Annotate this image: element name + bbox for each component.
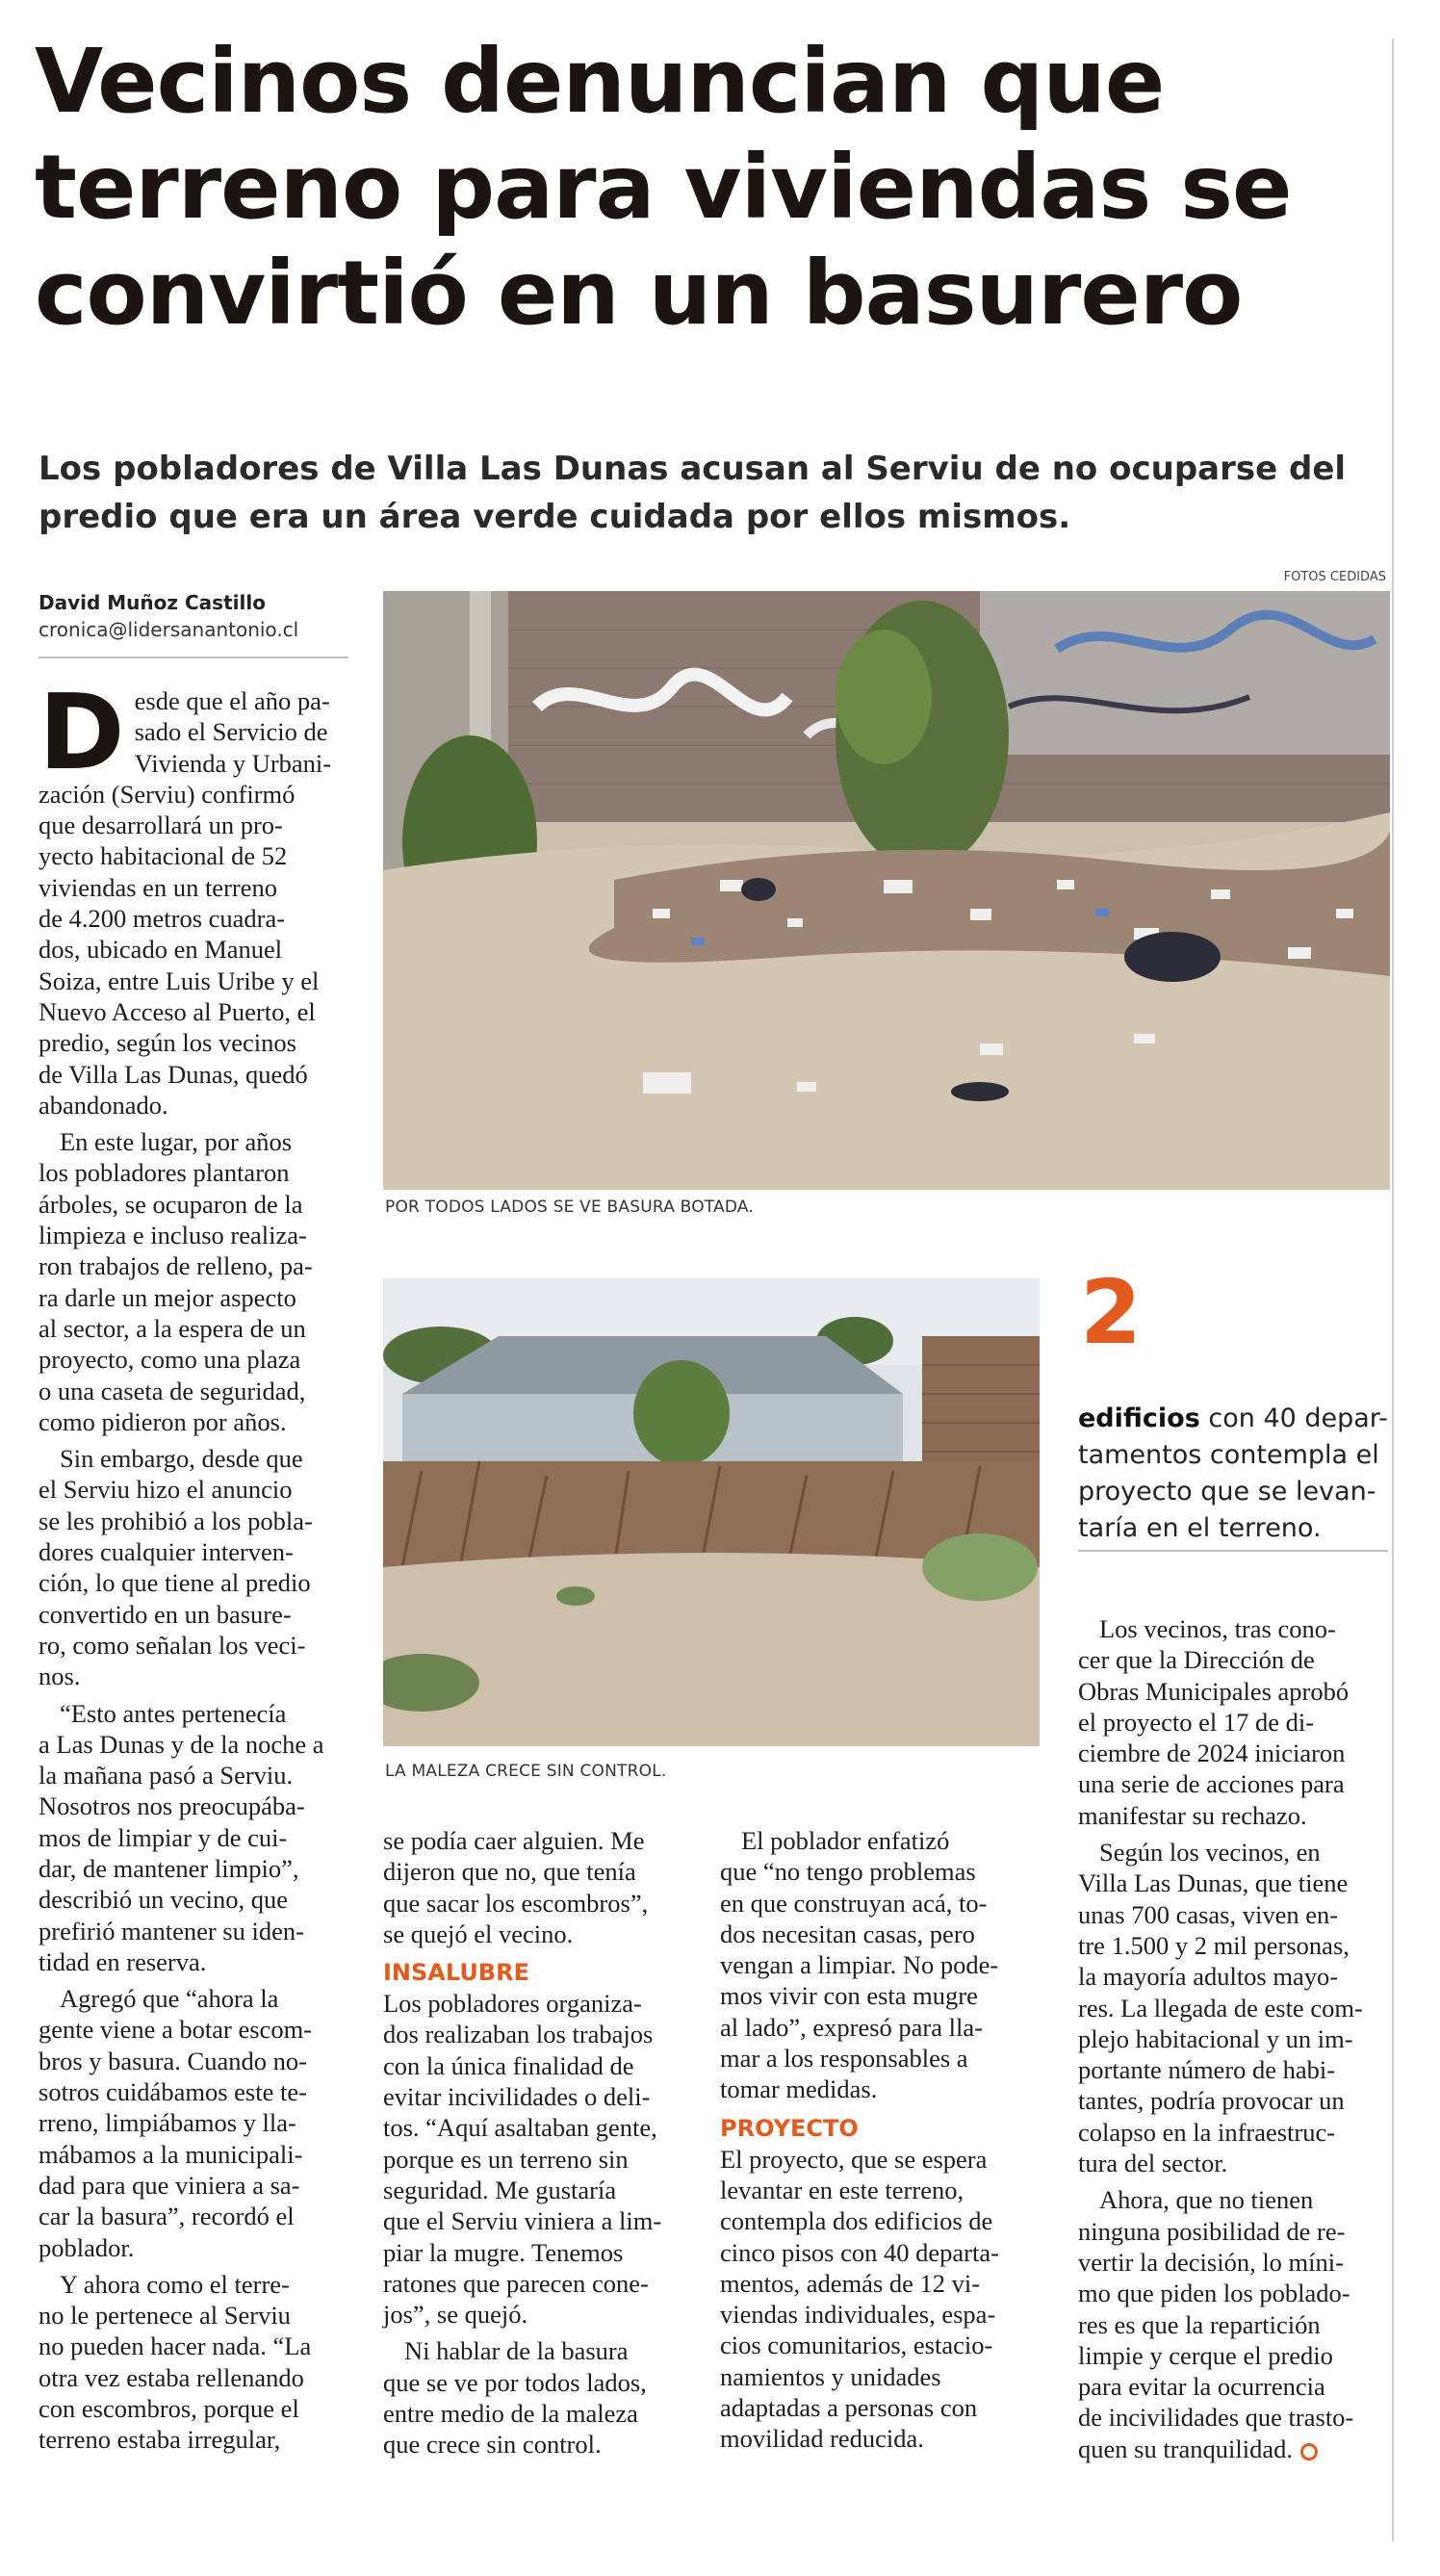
body-text-line: con escombros, porque el xyxy=(39,2394,299,2424)
body-text-line: con la única finalidad de xyxy=(383,2050,634,2080)
body-text-line: yecto habitacional de 52 xyxy=(39,841,288,871)
body-text-line: seguridad. Me gustaría xyxy=(383,2175,617,2204)
body-column-4 xyxy=(1078,1613,1396,2464)
body-text-line: plejo habitacional y un im- xyxy=(1078,2023,1353,2053)
body-text-line: mábamos a la municipali- xyxy=(39,2139,303,2169)
body-text-line: al sector, a la espera de un xyxy=(39,1313,306,1343)
photo-trash-lot xyxy=(383,591,1390,1190)
headline-line: convirtió en un basurero xyxy=(35,242,1243,345)
body-text-line: Los pobladores organiza- xyxy=(383,1989,642,2019)
subheadline xyxy=(39,445,1367,541)
body-text-line: manifestar su rechazo. xyxy=(1078,1800,1307,1830)
body-text-line: que desarrollará un pro- xyxy=(39,811,283,840)
body-text-line: convertido en un basure- xyxy=(39,1599,292,1629)
body-text-line: ra darle un mejor aspecto xyxy=(39,1282,296,1312)
body-text-line: la mayoría adultos mayo- xyxy=(1078,1962,1339,1992)
stat-bold: edificios xyxy=(1078,1404,1200,1433)
body-text-line: Y ahora como el terre- xyxy=(60,2269,290,2299)
body-text-line: El proyecto, que se espera xyxy=(720,2144,988,2174)
body-text-line: poblador. xyxy=(39,2232,135,2262)
body-text-line: se podía caer alguien. Me xyxy=(383,1826,645,1855)
body-text-line: abandonado. xyxy=(39,1090,168,1120)
author-byline xyxy=(39,589,347,643)
body-text-line: Agregó que “ahora la xyxy=(60,1984,279,2014)
body-text-line: viendas individuales, espa- xyxy=(720,2300,996,2330)
body-text-line: cer que la Dirección de xyxy=(1078,1645,1315,1675)
author-name: David Muñoz Castillo xyxy=(39,591,266,614)
body-text-line: al lado”, expresó para lla- xyxy=(720,2012,983,2042)
body-text-line: dijeron que no, que tenía xyxy=(383,1857,636,1887)
body-text-line: viviendas en un terreno xyxy=(39,872,277,902)
body-text-line: Nuevo Acceso al Puerto, el xyxy=(39,996,316,1026)
body-text-line: piar la mugre. Tenemos xyxy=(383,2237,624,2267)
body-text-line: tre 1.500 y 2 mil personas, xyxy=(1078,1930,1350,1960)
subheadline-line: Los pobladores de Villa Las Dunas acusan al Serviu de no ocuparse del xyxy=(39,450,1347,488)
body-text-line: unas 700 casas, viven en- xyxy=(1078,1899,1339,1929)
body-text-line: cios comunitarios, estacio- xyxy=(720,2331,993,2360)
photo-caption-trash: POR TODOS LADOS SE VE BASURA BOTADA. xyxy=(385,1198,754,1217)
body-text-line: quen su tranquilidad. xyxy=(1078,2434,1293,2463)
body-text-line: no le pertenece al Serviu xyxy=(39,2301,291,2331)
body-text-line: portante número de habi- xyxy=(1078,2055,1336,2085)
body-text-line: cinco pisos con 40 departa- xyxy=(720,2237,999,2267)
body-text-line: Obras Municipales aprobó xyxy=(1078,1676,1350,1706)
body-text-line: prefirió mantener su iden- xyxy=(39,1916,304,1945)
photo-weeds xyxy=(383,1278,1040,1746)
body-text-line: de 4.200 metros cuadra- xyxy=(39,904,286,934)
body-text-line: sotros cuidábamos este te- xyxy=(39,2077,307,2107)
stat-line: proyecto que se levan- xyxy=(1078,1477,1376,1507)
body-text-line: res es que la repartición xyxy=(1078,2309,1321,2339)
body-text-line: que sacar los escombros”, xyxy=(383,1888,649,1918)
body-text-line: namientos y unidades xyxy=(720,2361,941,2391)
stat-line: con 40 depar- xyxy=(1199,1404,1388,1433)
subheadline-line: predio que era un área verde cuidada por ellos mismos. xyxy=(39,498,1071,536)
body-text-line: tos. “Aquí asaltaban gente, xyxy=(383,2113,657,2143)
body-text-line: esde que el año pa- xyxy=(134,686,330,715)
body-text-line: res. La llegada de este com- xyxy=(1078,1993,1363,2022)
body-text-line: no pueden hacer nada. “La xyxy=(39,2331,312,2361)
body-text-line: ciembre de 2024 iniciaron xyxy=(1078,1739,1346,1768)
body-text-line: mos de limpiar y de cui- xyxy=(39,1822,288,1852)
body-text-line: adaptadas a personas con xyxy=(720,2393,978,2423)
body-text-line: vertir la decisión, lo míni- xyxy=(1078,2247,1344,2277)
stat-line: taría en el terreno. xyxy=(1078,1513,1322,1543)
body-text-line: una serie de acciones para xyxy=(1078,1769,1345,1799)
body-text-line: como pidieron por años. xyxy=(39,1406,287,1436)
body-text-line: se quejó el vecino. xyxy=(383,1919,574,1948)
body-text-line: entre medio de la maleza xyxy=(383,2399,638,2429)
headline xyxy=(35,29,1401,347)
author-email: cronica@lidersanantonio.cl xyxy=(39,618,299,641)
section-heading-proyecto: PROYECTO xyxy=(720,2114,859,2142)
body-text-line: Soiza, entre Luis Uribe y el xyxy=(39,966,320,995)
body-text-line: los pobladores plantaron xyxy=(39,1158,290,1188)
body-text-line: sado el Servicio de xyxy=(134,717,328,747)
body-text-line: Según los vecinos, en xyxy=(1099,1838,1321,1868)
body-text-line: bros y basura. Cuando no- xyxy=(39,2046,307,2075)
body-text-line: mos vivir con esta mugre xyxy=(720,1981,978,2011)
body-text-line: Nosotros nos preocupába- xyxy=(39,1791,305,1821)
body-text-line: que crece sin control. xyxy=(383,2430,602,2460)
body-text-line: “Esto antes pertenecía xyxy=(60,1698,287,1728)
photo-credit: FOTOS CEDIDAS xyxy=(1283,570,1386,584)
photo-caption-weeds: LA MALEZA CRECE SIN CONTROL. xyxy=(385,1762,667,1781)
body-text-line: tura del sector. xyxy=(1078,2149,1228,2178)
body-text-line: levantar en este terreno, xyxy=(720,2175,964,2204)
body-text-line: la mañana pasó a Serviu. xyxy=(39,1761,294,1790)
body-text-line: que “no tengo problemas xyxy=(720,1857,976,1887)
body-text-line: de incivilidades que trasto- xyxy=(1078,2403,1354,2433)
drop-cap: D xyxy=(39,673,125,793)
body-text-line: mar a los responsables a xyxy=(720,2044,968,2074)
body-text-line: dos, ubicado en Manuel xyxy=(39,935,283,965)
body-text-line: ninguna posibilidad de re- xyxy=(1078,2216,1346,2246)
body-text-line: tidad en reserva. xyxy=(39,1946,207,1976)
body-text-line: dad para que viniera a sa- xyxy=(39,2170,300,2200)
body-text-line: ratones que parecen cone- xyxy=(383,2268,649,2298)
stat-divider xyxy=(1078,1550,1388,1552)
body-text-line: tomar medidas. xyxy=(720,2074,878,2104)
body-text-line: dores cualquier interven- xyxy=(39,1537,294,1567)
byline-divider xyxy=(39,657,348,658)
body-text-line: Sin embargo, desde que xyxy=(60,1444,303,1474)
section-heading-insalubre: INSALUBRE xyxy=(383,1959,529,1987)
body-text-line: ron trabajos de relleno, pa- xyxy=(39,1251,313,1281)
body-text-line: gente viene a botar escom- xyxy=(39,2015,313,2045)
body-text-line: vengan a limpiar. No pode- xyxy=(720,1950,999,1980)
body-text-line: Ni hablar de la basura xyxy=(404,2336,629,2366)
body-text-line: predio, según los vecinos xyxy=(39,1028,296,1058)
body-text-line: describió un vecino, que xyxy=(39,1885,289,1915)
headline-line: Vecinos denuncian que xyxy=(35,30,1165,133)
body-text-line: árboles, se ocuparon de la xyxy=(39,1189,303,1219)
body-text-line: limpieza e incluso realiza- xyxy=(39,1221,307,1250)
body-text-line: evitar incivilidades o deli- xyxy=(383,2082,651,2112)
body-text-line: dos necesitan casas, pero xyxy=(720,1919,975,1948)
body-text-line: mo que piden los poblado- xyxy=(1078,2279,1350,2308)
body-text-line: para evitar la ocurrencia xyxy=(1078,2372,1325,2402)
stat-description xyxy=(1078,1401,1386,1547)
body-text-line: o una caseta de seguridad, xyxy=(39,1376,306,1405)
body-text-line: se les prohibió a los pobla- xyxy=(39,1506,313,1535)
body-text-line: movilidad reducida. xyxy=(720,2424,924,2454)
body-text-line: colapso en la infraestruc- xyxy=(1078,2117,1336,2147)
body-text-line: El poblador enfatizó xyxy=(741,1826,950,1855)
stat-line: tamentos contempla el xyxy=(1078,1440,1379,1470)
body-text-line: tantes, podría provocar un xyxy=(1078,2086,1345,2116)
headline-line: terreno para viviendas se xyxy=(35,136,1292,239)
body-column-3 xyxy=(720,1825,1038,2455)
body-text-line: limpie y cerque el predio xyxy=(1078,2340,1333,2370)
body-text-line: de Villa Las Dunas, quedó xyxy=(39,1059,308,1089)
body-text-line: car la basura”, recordó el xyxy=(39,2202,295,2231)
body-text-line: terreno estaba irregular, xyxy=(39,2425,281,2455)
body-text-line: zación (Serviu) confirmó xyxy=(39,779,296,809)
body-text-line: Los vecinos, tras cono- xyxy=(1099,1614,1336,1643)
body-text-line: el proyecto el 17 de di- xyxy=(1078,1707,1315,1737)
body-text-line: que se ve por todos lados, xyxy=(383,2367,647,2397)
body-text-line: el Serviu hizo el anuncio xyxy=(39,1475,293,1505)
body-text-line: ción, lo que tiene al predio xyxy=(39,1568,311,1598)
end-of-article-icon xyxy=(1300,2443,1318,2460)
body-text-line: otra vez estaba rellenando xyxy=(39,2362,304,2392)
body-text-line: porque es un terreno sin xyxy=(383,2144,629,2174)
body-text-line: que el Serviu viniera a lim- xyxy=(383,2206,662,2236)
body-text-line: en que construyan acá, to- xyxy=(720,1888,988,1918)
body-text-line: proyecto, como una plaza xyxy=(39,1345,301,1375)
body-text-line: Ahora, que no tienen xyxy=(1099,2185,1314,2215)
body-text-line: rreno, limpiábamos y lla- xyxy=(39,2108,296,2138)
body-text-line: Vivienda y Urbani- xyxy=(134,748,332,778)
body-text-line: contempla dos edificios de xyxy=(720,2206,993,2236)
body-text-line: jos”, se quejó. xyxy=(383,2300,528,2330)
body-text-line: ro, como señalan los veci- xyxy=(39,1630,306,1660)
body-text-line: a Las Dunas y de la noche a xyxy=(39,1729,324,1759)
body-column-1 xyxy=(39,673,356,2456)
body-column-2 xyxy=(383,1825,701,2460)
body-text-line: En este lugar, por años xyxy=(60,1127,293,1157)
stat-number: 2 xyxy=(1080,1261,1143,1364)
body-text-line: dos realizaban los trabajos xyxy=(383,2020,654,2049)
body-text-line: dar, de mantener limpio”, xyxy=(39,1853,299,1883)
body-text-line: mentos, además de 12 vi- xyxy=(720,2268,981,2298)
body-text-line: Villa Las Dunas, que tiene xyxy=(1078,1868,1349,1898)
body-text-line: nos. xyxy=(39,1662,81,1691)
